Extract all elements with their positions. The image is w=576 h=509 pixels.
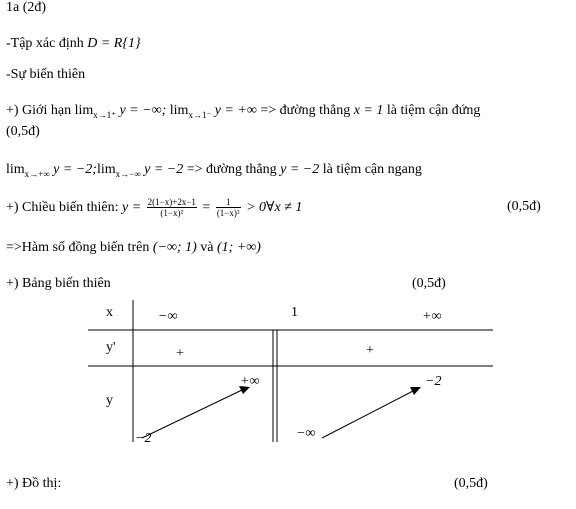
limits1-points: (0,5đ) (6, 124, 40, 139)
x-right-value: +∞ (422, 309, 442, 324)
frac1-den: (1−x)² (160, 208, 184, 219)
lim-a-sub: x→1⁺ (93, 110, 117, 120)
derivative-prefix: +) Chiều biến thiên: (6, 200, 122, 215)
y-left-start: −2 (135, 431, 152, 446)
frac2-num: 1 (216, 197, 241, 208)
frac2-den: (1−x)² (216, 208, 240, 219)
table-row-x: x (106, 305, 113, 320)
lim-b-sub: x→1⁻ (188, 110, 212, 120)
x-left-value: −∞ (158, 309, 178, 324)
lim-c-sub: x→+∞ (24, 169, 50, 179)
lim-b: lim (169, 103, 189, 118)
table-row-yprime: y' (106, 340, 116, 355)
domain-expr: D = R{1} (87, 36, 141, 51)
sign-left: + (176, 346, 184, 361)
x-mid-value: 1 (291, 305, 298, 320)
derivative-points: (0,5đ) (507, 199, 541, 214)
limits2-conclusion: => đường thẳng (183, 162, 281, 177)
y-right-start: −∞ (296, 426, 316, 441)
lim-d-sub: x→−∞ (115, 169, 141, 179)
lim-c: lim (6, 162, 25, 177)
heading: 1a (2đ) (6, 0, 47, 15)
lim-d: lim (96, 162, 116, 177)
y-right-end: −2 (425, 374, 442, 389)
interval-2: (1; +∞) (216, 240, 261, 255)
y-left-end: +∞ (240, 374, 260, 389)
horizontal-asymptote-eq: y = −2 (280, 162, 320, 177)
interval-1: (−∞; 1) (152, 240, 197, 255)
frac1-num: 2(1−x)+2x−1 (147, 197, 196, 208)
domain-label: -Tập xác định (6, 36, 88, 51)
monotonic-prefix: =>Hàm số đồng biến trên (6, 240, 153, 255)
limits1-suffix: là tiệm cận đứng (383, 103, 481, 118)
limits1-conclusion: => đường thẳng (256, 103, 354, 118)
limits2-suffix: là tiệm cận ngang (319, 162, 422, 177)
lim-d-val: y = −2 (140, 162, 184, 177)
lim-a-val: y = −∞; (116, 103, 167, 118)
derivative-eq: = (198, 200, 214, 215)
limits1-prefix: +) Giới hạn (6, 103, 75, 118)
lim-b-val: y = +∞ (211, 103, 257, 118)
lim-a: lim (74, 103, 94, 118)
derivative-rhs: > 0∀x ≠ 1 (242, 200, 303, 215)
derivative-lhs: y = (122, 200, 145, 215)
table-title: +) Bảng biến thiên (6, 276, 111, 291)
monotonic-and: và (196, 240, 217, 255)
lim-c-val: y = −2; (49, 162, 97, 177)
graph-title: +) Đồ thị: (6, 476, 62, 491)
variation-title: -Sự biến thiên (6, 67, 86, 82)
table-row-y: y (106, 393, 113, 408)
graph-title-points: (0,5đ) (454, 476, 488, 491)
sign-right: + (366, 343, 374, 358)
vertical-asymptote-eq: x = 1 (353, 103, 384, 118)
table-title-points: (0,5đ) (412, 276, 446, 291)
